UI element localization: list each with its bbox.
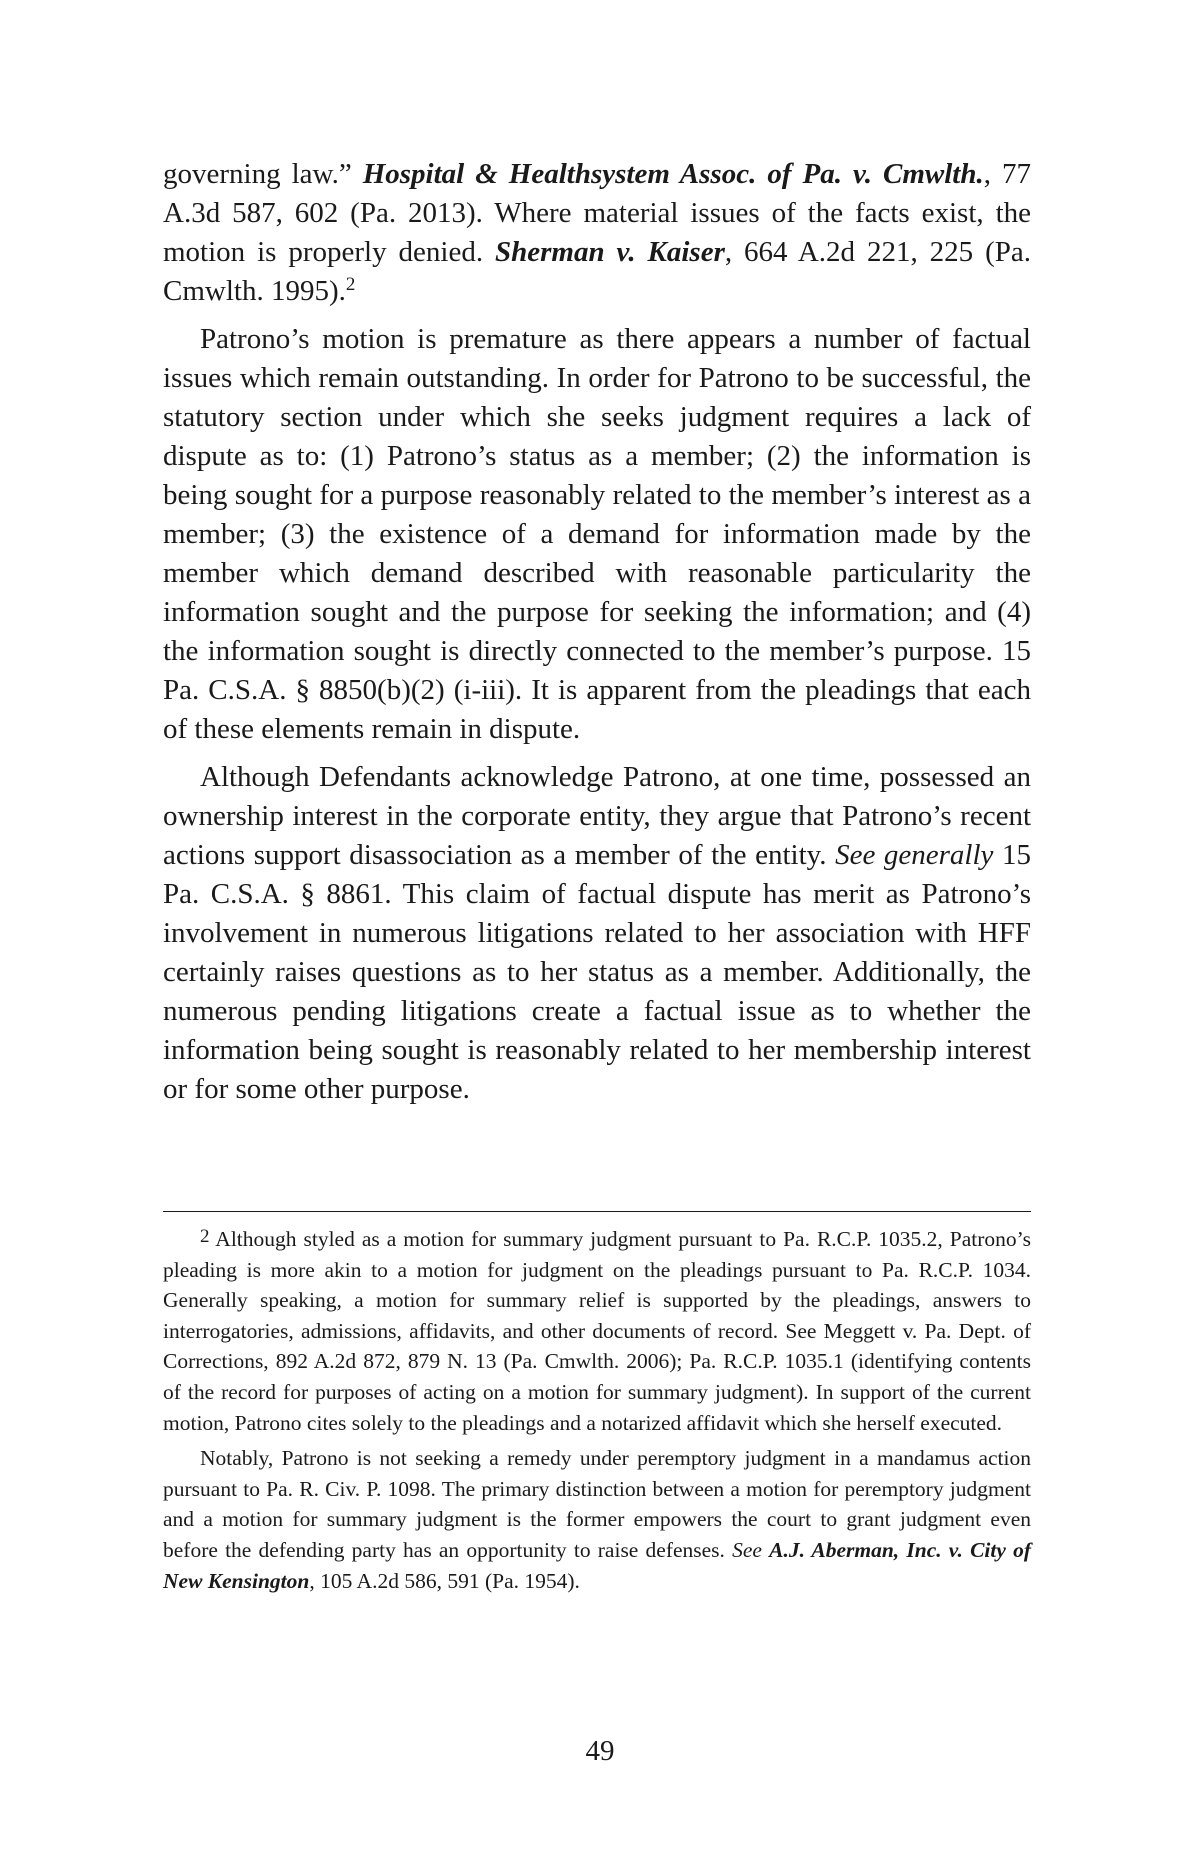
case-citation-hospital: Hospital & Healthsystem Assoc. of Pa. v. Cmwlth. [362, 158, 984, 190]
p1-text-2: , 77 A.3d 587, 602 (Pa. 2013). Where material issues of the facts exist, the motion is properly denied. [163, 158, 1031, 268]
footnote-divider [163, 1211, 1031, 1212]
footnote-2-p2-text-1: Notably, Patrono is not seeking a remedy under peremptory judgment in a mandamus action pursuant to Pa. R. Civ. P. 1098. The primary distinction between a motion for peremptory judgment and a motion for summary judgment is the former empowers the court to grant judgment even before the defending party has an opportunity to raise defenses. [163, 1446, 1031, 1562]
p1-text-1: governing law.” [163, 158, 363, 190]
footnotes [163, 1222, 1031, 1596]
p3-text-1: Although Defendants acknowledge Patrono, at one time, possessed an ownership interest in the corporate entity, they argue that Patrono’s recent actions support disassociation as a member of the entity. [163, 761, 1031, 871]
signal-see: See [732, 1537, 762, 1562]
footnote-2-paragraph-1 [163, 1222, 1031, 1438]
case-citation-sherman: Sherman v. Kaiser [495, 236, 725, 268]
case-citation-aberman: A.J. Aberman, Inc. v. City of New Kensington [163, 1537, 1032, 1593]
page-number: 49 [585, 1735, 615, 1767]
main-text [163, 155, 1031, 1109]
signal-see-generally: See generally [835, 839, 994, 871]
paragraph-2: Patrono’s motion is premature as there appears a number of factual issues which remain outstanding. In order for Patrono to be successful, the statutory section under which she seeks judgment requires a lack of dispute as to: (1) Patrono’s status as a member; (2) the information is being sought for a purpose reasonably related to the member’s interest as a member; (3) the existence of a demand for information made by the member which demand described with reasonable particularity the information sought and the purpose for seeking the information; and (4) the information sought is directly connected to the member’s purpose. 15 Pa. C.S.A. § 8850(b)(2) (i-iii). It is apparent from the pleadings that each of these elements remain in dispute. [163, 323, 1031, 745]
footnote-mark: 2 [200, 1226, 210, 1247]
p3-text-2: 15 Pa. C.S.A. § 8861. This claim of factual dispute has merit as Patrono’s involvement in numerous litigations related to her association with HFF certainly raises questions as to her status as a member. Additionally, the numerous pending litigations create a factual issue as to whether the information being sought is reasonably related to her membership interest or for some other purpose. [163, 839, 1031, 1105]
footnote-reference: 2 [345, 274, 356, 295]
footnote-2-text: Although styled as a motion for summary judgment pursuant to Pa. R.C.P. 1035.2, Patrono’s pleading is more akin to a motion for judgment on the pleadings pursuant to Pa. R.C.P. 1034. Generally speaking, a motion for summary relief is supported by the pleadings, answers to interrogatories, admissions, affidavits, and other documents of record. See Meggett v. Pa. Dept. of Corrections, 892 A.2d 872, 879 N. 13 (Pa. Cmwlth. 2006); Pa. R.C.P. 1035.1 (identifying contents of the record for purposes of acting on a motion for summary judgment). In support of the current motion, Patrono cites solely to the pleadings and a notarized affidavit which she herself executed. [163, 1227, 1031, 1435]
p1-text-3: , 664 A.2d 221, 225 (Pa. Cmwlth. 1995). [163, 236, 1031, 307]
paragraph-1 [163, 155, 1031, 311]
paragraph-3 [163, 758, 1031, 1109]
footnote-2-paragraph-2 [163, 1443, 1031, 1596]
footnote-2-p2-text-2: , 105 A.2d 586, 591 (Pa. 1954). [309, 1568, 580, 1593]
